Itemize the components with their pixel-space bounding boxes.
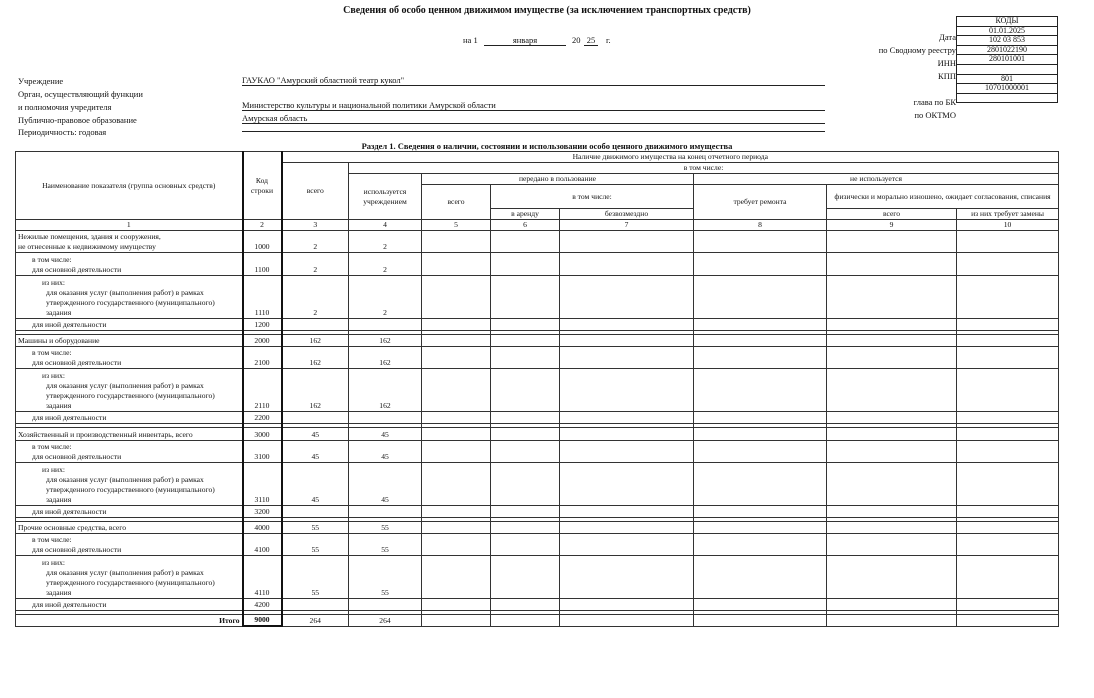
row-label-line: Нежилые помещения, здания и сооружения, <box>18 232 161 242</box>
row-c4: 2 <box>349 253 422 275</box>
empty-cell <box>827 534 957 556</box>
empty-cell <box>694 556 827 599</box>
date-prefix: на 1 <box>463 35 478 45</box>
row-label <box>16 505 243 517</box>
empty-cell <box>957 556 1059 599</box>
row-code: 2000 <box>243 334 282 346</box>
empty-cell <box>957 275 1059 318</box>
empty-cell <box>422 231 491 253</box>
row-label-line: для иной деятельности <box>32 506 107 516</box>
row-code: 1100 <box>243 253 282 275</box>
row-label <box>16 275 243 318</box>
row-label-line: Прочие основные средства, всего <box>18 523 127 533</box>
row-c3: 55 <box>282 556 349 599</box>
row-c4 <box>349 505 422 517</box>
row-c4: 162 <box>349 346 422 368</box>
empty-cell <box>694 334 827 346</box>
empty-cell <box>694 521 827 533</box>
empty-cell <box>560 369 694 412</box>
assets-table <box>15 151 1059 627</box>
row-label-line: из них: <box>42 558 65 568</box>
row-label <box>16 318 243 330</box>
empty-cell <box>422 440 491 462</box>
header-total: всего <box>282 163 349 220</box>
row-c4: 2 <box>349 231 422 253</box>
empty-cell <box>491 334 560 346</box>
table-row <box>16 346 1059 368</box>
header-transferred-incl: в том числе: <box>491 185 694 209</box>
empty-cell <box>560 534 694 556</box>
empty-cell <box>422 369 491 412</box>
empty-cell <box>827 440 957 462</box>
empty-cell <box>491 275 560 318</box>
codes-table <box>956 16 1058 103</box>
total-c3: 264 <box>282 615 349 627</box>
header-not-used: не используется <box>694 174 1059 185</box>
row-label-line: в том числе: <box>32 535 72 545</box>
row-c3: 162 <box>282 346 349 368</box>
row-label <box>16 599 243 611</box>
row-label-line: из них: <box>42 277 65 287</box>
empty-cell <box>827 462 957 505</box>
row-label <box>16 428 243 440</box>
empty-cell <box>560 231 694 253</box>
empty-cell <box>827 231 957 253</box>
empty-cell <box>827 369 957 412</box>
empty-cell <box>694 599 827 611</box>
empty-cell <box>827 615 957 627</box>
col-num: 5 <box>422 220 491 231</box>
header-transferred-total: всего <box>422 185 491 220</box>
empty-cell <box>694 428 827 440</box>
empty-cell <box>560 505 694 517</box>
empty-cell <box>422 599 491 611</box>
code-value-registry: 102 03 853 <box>957 36 1058 46</box>
empty-cell <box>560 253 694 275</box>
authority-label-1: Орган, осуществляющий функции <box>18 89 143 99</box>
table-row <box>16 440 1059 462</box>
empty-cell <box>694 369 827 412</box>
row-label-line: для оказания услуг (выполнения работ) в рамках <box>46 287 204 297</box>
code-label-kpp: КПП <box>938 71 956 81</box>
code-value-date: 01.01.2025 <box>957 26 1058 36</box>
empty-cell <box>491 534 560 556</box>
empty-cell <box>491 412 560 424</box>
header-name: Наименование показателя (группа основных средств) <box>16 152 243 220</box>
empty-cell <box>827 599 957 611</box>
table-row <box>16 428 1059 440</box>
table-row <box>16 318 1059 330</box>
row-label <box>16 462 243 505</box>
header-worn-replace: из них требует замены <box>957 209 1059 220</box>
row-label-line: в том числе: <box>32 441 72 451</box>
header-rent: в аренду <box>491 209 560 220</box>
col-num: 6 <box>491 220 560 231</box>
row-label-line: для основной деятельности <box>32 264 122 274</box>
row-c3: 162 <box>282 369 349 412</box>
code-label-registry: по Сводному реестру <box>878 45 956 55</box>
table-row <box>16 253 1059 275</box>
code-label-bk: глава по БК <box>913 97 956 107</box>
empty-cell <box>827 253 957 275</box>
row-code: 3200 <box>243 505 282 517</box>
header-worn-total: всего <box>827 209 957 220</box>
row-code: 4000 <box>243 521 282 533</box>
header-incl: в том числе: <box>349 163 1059 174</box>
table-row <box>16 505 1059 517</box>
empty-cell <box>491 346 560 368</box>
code-value-oktmo: 10701000001 <box>957 84 1058 94</box>
empty-cell <box>827 346 957 368</box>
row-label-line: для основной деятельности <box>32 358 122 368</box>
header-transferred: передано в пользование <box>422 174 694 185</box>
table-row <box>16 599 1059 611</box>
empty-cell <box>827 412 957 424</box>
total-c4: 264 <box>349 615 422 627</box>
empty-cell <box>694 231 827 253</box>
row-label-line: Машины и оборудование <box>18 335 100 345</box>
empty-cell <box>422 346 491 368</box>
row-c3 <box>282 599 349 611</box>
empty-cell <box>422 253 491 275</box>
row-c3: 55 <box>282 534 349 556</box>
row-label-line: утвержденного государственного (муниципального) <box>46 297 215 307</box>
empty-cell <box>694 440 827 462</box>
row-c3: 2 <box>282 253 349 275</box>
code-value-inn: 2801022190 <box>957 45 1058 55</box>
col-num: 10 <box>957 220 1059 231</box>
empty-cell <box>957 534 1059 556</box>
code-label-date: Дата <box>939 32 956 42</box>
empty-cell <box>694 275 827 318</box>
empty-cell <box>694 318 827 330</box>
table-row <box>16 556 1059 599</box>
col-num: 8 <box>694 220 827 231</box>
empty-cell <box>422 556 491 599</box>
row-label-line: для иной деятельности <box>32 319 107 329</box>
row-label <box>16 556 243 599</box>
row-label-line: утвержденного государственного (муниципального) <box>46 391 215 401</box>
row-code: 4110 <box>243 556 282 599</box>
column-numbers-row <box>16 220 1059 231</box>
empty-cell <box>694 505 827 517</box>
date-year-suffix: 25 <box>584 35 598 46</box>
row-c4: 55 <box>349 521 422 533</box>
document-title: Сведения об особо ценном движимом имуществе (за исключением транспортных средств) <box>343 5 751 16</box>
table-row <box>16 369 1059 412</box>
empty-cell <box>560 615 694 627</box>
empty-cell <box>957 412 1059 424</box>
empty-cell <box>827 521 957 533</box>
row-label-line: в том числе: <box>32 254 72 264</box>
empty-cell <box>957 346 1059 368</box>
row-c3 <box>282 318 349 330</box>
empty-cell <box>694 462 827 505</box>
row-code: 2200 <box>243 412 282 424</box>
empty-cell <box>694 615 827 627</box>
row-label <box>16 369 243 412</box>
empty-cell <box>422 521 491 533</box>
empty-cell <box>957 231 1059 253</box>
empty-cell <box>957 369 1059 412</box>
empty-cell <box>560 521 694 533</box>
empty-cell <box>560 318 694 330</box>
empty-cell <box>560 428 694 440</box>
row-code: 3100 <box>243 440 282 462</box>
row-label-line: для оказания услуг (выполнения работ) в рамках <box>46 568 204 578</box>
authority-value: Министерство культуры и национальной политики Амурской области <box>242 100 825 111</box>
total-label: Итого <box>16 615 243 627</box>
row-label-line: для оказания услуг (выполнения работ) в рамках <box>46 381 204 391</box>
empty-cell <box>560 440 694 462</box>
table-row <box>16 462 1059 505</box>
empty-cell <box>957 440 1059 462</box>
row-code: 1200 <box>243 318 282 330</box>
row-code: 4200 <box>243 599 282 611</box>
table-row <box>16 231 1059 253</box>
empty-cell <box>491 521 560 533</box>
header-repair: требует ремонта <box>694 185 827 220</box>
col-num: 7 <box>560 220 694 231</box>
row-code: 2110 <box>243 369 282 412</box>
institution-value: ГАУКАО "Амурский областной театр кукол" <box>242 75 825 86</box>
row-label-line: задания <box>46 588 72 598</box>
municipal-value: Амурская область <box>242 113 825 124</box>
col-num: 4 <box>349 220 422 231</box>
row-c4: 162 <box>349 334 422 346</box>
row-c3 <box>282 505 349 517</box>
header-worn: физически и морально изношено, ожидает согласования, списания <box>827 185 1059 209</box>
code-label-oktmo: по ОКТМО <box>914 110 956 120</box>
col-num: 3 <box>282 220 349 231</box>
code-value-kpp: 280101001 <box>957 55 1058 65</box>
row-label <box>16 521 243 533</box>
empty-cell <box>957 318 1059 330</box>
table-row <box>16 534 1059 556</box>
empty-cell <box>422 334 491 346</box>
code-label-inn: ИНН <box>937 58 956 68</box>
row-label-line: для основной деятельности <box>32 451 122 461</box>
row-c3: 2 <box>282 231 349 253</box>
empty-cell <box>694 412 827 424</box>
row-code: 4100 <box>243 534 282 556</box>
row-label-line: утвержденного государственного (муниципального) <box>46 484 215 494</box>
empty-cell <box>827 318 957 330</box>
table-row <box>16 275 1059 318</box>
row-code: 2100 <box>243 346 282 368</box>
row-c4: 45 <box>349 428 422 440</box>
period-label: Периодичность: годовая <box>18 127 107 137</box>
empty-cell <box>491 599 560 611</box>
row-label <box>16 440 243 462</box>
header-used: используется учреждением <box>349 174 422 220</box>
row-label-line: для оказания услуг (выполнения работ) в рамках <box>46 474 204 484</box>
row-c4: 55 <box>349 534 422 556</box>
underline-blank <box>242 131 825 132</box>
date-year-prefix: 20 <box>572 35 581 45</box>
row-label <box>16 253 243 275</box>
row-label-line: для иной деятельности <box>32 600 107 610</box>
section-title: Раздел 1. Сведения о наличии, состоянии и использовании особо ценного движимого имущества <box>361 141 733 151</box>
empty-cell <box>957 505 1059 517</box>
row-label-line: задания <box>46 401 72 411</box>
col-num: 2 <box>243 220 282 231</box>
empty-cell <box>957 462 1059 505</box>
empty-cell <box>422 318 491 330</box>
empty-cell <box>422 428 491 440</box>
row-label-line: не отнесенные к недвижимому имуществу <box>18 242 156 252</box>
row-c4: 45 <box>349 462 422 505</box>
empty-cell <box>491 318 560 330</box>
total-code: 9000 <box>243 615 282 627</box>
row-label <box>16 334 243 346</box>
row-label-line: в том числе: <box>32 348 72 358</box>
empty-cell <box>491 556 560 599</box>
empty-cell <box>827 428 957 440</box>
row-c3: 162 <box>282 334 349 346</box>
table-row <box>16 334 1059 346</box>
empty-cell <box>957 334 1059 346</box>
empty-cell <box>957 253 1059 275</box>
empty-cell <box>827 556 957 599</box>
empty-cell <box>560 275 694 318</box>
row-label <box>16 534 243 556</box>
row-code: 3000 <box>243 428 282 440</box>
empty-cell <box>422 534 491 556</box>
empty-cell <box>422 275 491 318</box>
header-top: Наличие движимого имущества на конец отчетного периода <box>282 152 1059 163</box>
empty-cell <box>491 231 560 253</box>
empty-cell <box>957 615 1059 627</box>
institution-label: Учреждение <box>18 76 64 86</box>
row-c3: 2 <box>282 275 349 318</box>
empty-cell <box>422 412 491 424</box>
row-label-line: утвержденного государственного (муниципального) <box>46 578 215 588</box>
empty-cell <box>491 462 560 505</box>
row-c4: 162 <box>349 369 422 412</box>
row-c4 <box>349 599 422 611</box>
row-label-line: задания <box>46 307 72 317</box>
empty-cell <box>491 253 560 275</box>
row-c4 <box>349 318 422 330</box>
row-label-line: Хозяйственный и производственный инвентарь, всего <box>18 429 193 439</box>
row-c3: 45 <box>282 462 349 505</box>
empty-cell <box>491 615 560 627</box>
code-value-empty <box>957 64 1058 74</box>
empty-cell <box>422 462 491 505</box>
empty-cell <box>694 253 827 275</box>
row-label-line: из них: <box>42 371 65 381</box>
empty-cell <box>827 505 957 517</box>
empty-cell <box>560 556 694 599</box>
row-c4: 45 <box>349 440 422 462</box>
row-label <box>16 346 243 368</box>
empty-cell <box>491 505 560 517</box>
empty-cell <box>560 346 694 368</box>
header-free: безвозмездно <box>560 209 694 220</box>
table-row <box>16 521 1059 533</box>
row-code: 3110 <box>243 462 282 505</box>
codes-header: КОДЫ <box>957 17 1058 27</box>
empty-cell <box>491 369 560 412</box>
row-label-line: из них: <box>42 464 65 474</box>
empty-cell <box>560 462 694 505</box>
row-c4: 55 <box>349 556 422 599</box>
row-c3: 45 <box>282 428 349 440</box>
col-num: 9 <box>827 220 957 231</box>
municipal-label: Публично-правовое образование <box>18 115 137 125</box>
date-suffix: г. <box>606 35 611 45</box>
empty-cell <box>694 346 827 368</box>
authority-label-2: и полномочия учредителя <box>18 102 112 112</box>
empty-cell <box>491 428 560 440</box>
row-label <box>16 231 243 253</box>
empty-cell <box>827 275 957 318</box>
row-label-line: задания <box>46 494 72 504</box>
row-c3 <box>282 412 349 424</box>
empty-cell <box>422 505 491 517</box>
empty-cell <box>957 521 1059 533</box>
row-label-line: для основной деятельности <box>32 545 122 555</box>
table-row <box>16 412 1059 424</box>
row-c4 <box>349 412 422 424</box>
col-num: 1 <box>16 220 243 231</box>
date-month: января <box>484 35 566 46</box>
row-code: 1000 <box>243 231 282 253</box>
code-value-bk: 801 <box>957 74 1058 84</box>
row-code: 1110 <box>243 275 282 318</box>
total-row <box>16 615 1059 627</box>
empty-cell <box>827 334 957 346</box>
row-c4: 2 <box>349 275 422 318</box>
empty-cell <box>422 615 491 627</box>
empty-cell <box>694 534 827 556</box>
header-code: Код строки <box>243 152 282 220</box>
row-c3: 55 <box>282 521 349 533</box>
empty-cell <box>491 440 560 462</box>
row-c3: 45 <box>282 440 349 462</box>
row-label <box>16 412 243 424</box>
empty-cell <box>957 428 1059 440</box>
code-value-blank <box>957 93 1058 103</box>
empty-cell <box>560 412 694 424</box>
row-label-line: для иной деятельности <box>32 413 107 423</box>
empty-cell <box>560 599 694 611</box>
empty-cell <box>957 599 1059 611</box>
empty-cell <box>560 334 694 346</box>
